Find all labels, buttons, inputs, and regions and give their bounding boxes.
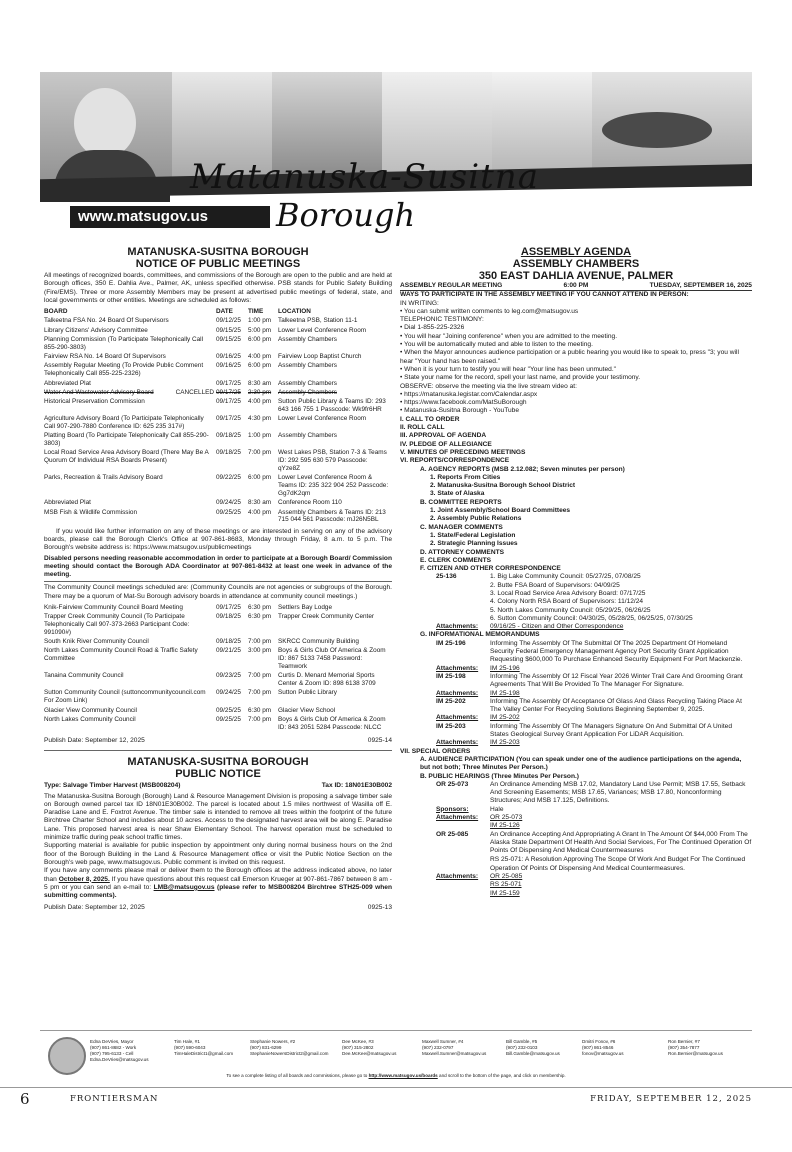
- table-cell: North Lakes Community Council: [44, 715, 136, 723]
- table-cell: Agriculture Advisory Board (To Participate Telephonically Call 907-290-7880 Conference ID: 625 235 317#): [44, 415, 204, 431]
- member-name: Tim Hale, #1: [174, 1039, 200, 1044]
- table-row: [44, 509, 392, 526]
- member-l3: TimHaleDistrict1@gmail.com: [174, 1051, 234, 1056]
- table-cell: Assembly Chambers: [278, 336, 337, 344]
- member-l3: Ron.Bernier@matsugov.us: [668, 1051, 723, 1056]
- clerk-comments: E. CLERK COMMENTS: [420, 556, 492, 564]
- table-cell: 09/17/25: [216, 379, 241, 387]
- memo-id: IM 25-202: [436, 697, 466, 705]
- assembly-member: [668, 1039, 758, 1057]
- table-cell: 6:30 pm: [248, 613, 272, 621]
- public-hearings: B. PUBLIC HEARINGS (Three Minutes Per Person.): [420, 772, 580, 780]
- table-cell: SKRCC Community Building: [278, 638, 359, 646]
- notice2-body3: If you have any comments please mail or deliver them to the Borough offices at the address indicated above, no later than October 8, 2025. If you have questions about this request call Emerson Krueger at 907-861-7867 between 8 am - 5 pm or you can send an e-mail to: LMB@matsugov.us (please refer to MSB008204 Birchtree STH25-009 when submitting comments).: [44, 867, 392, 900]
- notice1-title1: MATANUSKA-SUSITNA BOROUGH: [127, 246, 309, 258]
- col-board: BOARD: [44, 308, 68, 316]
- table-row: [44, 380, 392, 389]
- table-cell: Planning Commission (To Participate Telephonically Call 855-290-3803): [44, 336, 204, 351]
- table-row: [44, 638, 392, 647]
- memo-item: [400, 640, 752, 665]
- table-cell: MSB Fish & Wildlife Commission: [44, 508, 138, 516]
- sponsors-row: Sponsors: Hale: [436, 805, 504, 813]
- table-cell: Sutton Public Library & Teams ID: 293 643 166 755 1 Passcode: Wk9fr6HR: [278, 398, 386, 413]
- attachment-link[interactable]: IM 25-196: [490, 664, 520, 672]
- table-row: [44, 499, 392, 508]
- table-cell: 7:00 pm: [248, 638, 272, 646]
- ways-line: • You can submit written comments to leg.com@matsugov.us: [400, 307, 579, 315]
- table-cell: Abbreviated Plat: [44, 499, 91, 507]
- member-l4: Edna.DeVries@matsugov.us: [90, 1057, 149, 1062]
- attachment-link[interactable]: IM 25-159: [490, 889, 520, 897]
- member-l2: (907) 861-8682 - Work: [90, 1045, 137, 1050]
- table-cell: Talkeetna FSA No. 24 Board Of Supervisors: [44, 317, 169, 325]
- member-l2: (907) 315-2802: [342, 1045, 374, 1050]
- agenda-section: II. ROLL CALL: [400, 424, 445, 432]
- assembly-member: [582, 1039, 672, 1057]
- info-memos: G. INFORMATIONAL MEMORANDUMS: [420, 631, 540, 639]
- table-cell: Knik-Fairview Community Council Board Meeting: [44, 603, 183, 611]
- table-cell: 09/12/25: [216, 317, 241, 325]
- ways-line: • You will hear "Joining conference" when you are admitted to the meeting.: [400, 332, 618, 340]
- member-name: Stephanie Nowers, #2: [250, 1039, 296, 1044]
- table-cell: Glacier View School: [278, 706, 336, 714]
- ada-notice: Disabled persons needing reasonable accommodation in order to participate at a Borough Board/ Commission meeting should contact the Borough ADA Coordinator at 907-861-8432 at least one week in advance of the meeting.: [44, 554, 392, 579]
- memo-text: Informing The Assembly Of The Submittal Of The 2025 Department Of Homeland Security Federal Emergency Management Agency Port Security Grant Application Requesting $600,000 To Purchase Enhanced Security Equipment For Port Mackenzie.: [490, 639, 743, 664]
- table-cell: Assembly Chambers: [278, 388, 337, 396]
- ways-line: • You will be automatically muted and able to listen to the meeting.: [400, 341, 593, 349]
- correspondence-item: 25-136 1. Big Lake Community Council: 05/27/25, 07/08/25 2. Butte FSA Board of Supervisors: 04/09/25 3. Local Road Service Area Advisory Board: 07/17/25 4. Colony North RSA Board of Supervisors: 11/12/24 5. North Lakes Community Council: 05/29/25, 06/26/25 6. Sutton Community Council: 04/30/25, 05/28/25, 06/25/25, 07/30/25: [400, 573, 752, 623]
- agenda-subitem: 2. Strategic Planning Issues: [430, 540, 518, 548]
- table-cell: Assembly Regular Meeting (To Provide Public Comment Telephonically Call 855-225-2326): [44, 362, 204, 378]
- table-row: [44, 398, 392, 415]
- ways-line: • When the Mayor announces audience participation or a public hearing you would like to speak to, press "3; you will hear "Your hand has been raised.": [400, 349, 739, 365]
- table-cell: 7:00 pm: [248, 672, 272, 680]
- notice2-taxid: Tax ID: 18N01E30B002: [321, 782, 392, 790]
- member-l3: (907) 795-6133 - Cell: [90, 1051, 134, 1056]
- newspaper-name: FRONTIERSMAN: [70, 1094, 159, 1104]
- borough-seal-icon: [48, 1037, 86, 1075]
- ways-line: • https://matanuska.legistar.com/Calendar.aspx: [400, 390, 538, 398]
- assembly-footer: [40, 1030, 752, 1082]
- table-cell: Assembly Chambers: [278, 362, 337, 370]
- agency-reports: A. AGENCY REPORTS (MSB 2.12.082; Seven minutes per person): [420, 465, 625, 473]
- ways-line: TELEPHONIC TESTIMONY:: [400, 316, 484, 324]
- table-cell: Boys & Girls Club Of America & Zoom ID: 843 2051 5284 Passcode: NLCC: [278, 715, 386, 731]
- table-cell: Trapper Creek Community Council (To Participate Telephonically Call 907-373-2663 Participant Code: 991090#): [44, 613, 190, 636]
- left-column: [44, 246, 392, 913]
- email-link[interactable]: LMB@matsugov.us: [153, 883, 215, 891]
- table-cell: 09/25/25: [216, 715, 241, 723]
- page-number: 6: [20, 1090, 30, 1108]
- agenda-subitem: 1. Reports From Cities: [430, 473, 501, 481]
- member-name: Bill Gamble, #5: [506, 1039, 538, 1044]
- notice2-body1: The Matanuska-Susitna Borough (Borough) Land & Resource Management Division is proposing a salvage timber sale on Borough owned parcel tax ID 18N01E30B002. The parcel is located about 1.5 miles northwest of Wasilla off E. Paradise Lane and E. Foxtrot Avenue. The timber sale is intended to remove all trees within the footprint of the future Birchtree Charter School and includes about 10 acres. Access to the designated harvest area will be along E. Paradise Lane. This proposed harvest area is near Shaw Elementary School. The harvest operation must be scheduled to minimize traffic during peak school traffic times.: [44, 792, 392, 842]
- ways-line: • Dial 1-855-225-2326: [400, 324, 465, 332]
- correspondence-line: 6. Sutton Community Council: 04/30/25, 05/28/25, 06/25/25, 07/30/25: [490, 614, 693, 622]
- member-name: Ron Bernier, #7: [668, 1039, 700, 1044]
- attachment-label: Attachments:: [436, 739, 479, 747]
- notice2-title2: PUBLIC NOTICE: [175, 768, 261, 781]
- ways-list: [400, 300, 752, 416]
- masthead-banner: [40, 72, 752, 242]
- table-cell: 4:00 pm: [248, 508, 272, 516]
- attachment-link[interactable]: RS 25-071: [490, 881, 522, 889]
- table-cell: Library Citizens' Advisory Committee: [44, 326, 148, 334]
- memo-text: Informing The Assembly Of Acceptance Of Glass And Glass Recycling Taking Place At The Valley Center For Recycling Solutions Beginning September 9, 2025.: [490, 697, 742, 714]
- attachment-row: Attachments: OR 25-073 IM 25-126: [436, 814, 523, 830]
- table-cell: 7:00 pm: [248, 715, 272, 723]
- table-cell: 5:00 pm: [248, 326, 272, 334]
- memo-id: IM 25-196: [436, 639, 466, 647]
- table-cell: Assembly Chambers: [278, 432, 337, 440]
- borough-subtitle: Borough: [276, 196, 416, 234]
- table-cell: Lower Level Conference Room & Teams ID: 235 322 904 252 Passcode: Gg7dK2qm: [278, 474, 389, 497]
- member-l2: (907) 590-6043: [174, 1045, 206, 1050]
- member-name: Dmitri Fonov, #6: [582, 1039, 616, 1044]
- agenda-venue: ASSEMBLY CHAMBERS: [512, 258, 640, 270]
- ways-line: OBSERVE: observe the meeting via the live stream video at:: [400, 382, 577, 390]
- table-row: [44, 327, 392, 336]
- notice2-type: Type: Salvage Timber Harvest (MSB008204): [44, 782, 181, 790]
- table-cell: 6:00 pm: [248, 336, 272, 344]
- special-orders: VII. SPECIAL ORDERS: [400, 747, 471, 755]
- attachment-link[interactable]: IM 25-203: [490, 739, 520, 747]
- ways-line: • State your name for the record, spell your last name, and provide your testimony.: [400, 374, 641, 382]
- attachment-row: [400, 739, 752, 747]
- attachment-link[interactable]: IM 25-126: [490, 822, 520, 830]
- table-row: [44, 672, 392, 689]
- col-location: LOCATION: [278, 308, 311, 316]
- table-cell: 09/23/25: [216, 672, 241, 680]
- right-column: [400, 246, 752, 898]
- table-cell: Parks, Recreation & Trails Advisory Board: [44, 474, 163, 482]
- table-cell: 7:00 pm: [248, 689, 272, 697]
- memo-text: Informing The Assembly Of 12 Fiscal Year 2026 Winter Trail Care And Grooming Grant Agreements That Will Be Provided To The Manager For Signature.: [490, 672, 743, 689]
- agenda-section: V. MINUTES OF PRECEDING MEETINGS: [400, 448, 526, 456]
- memo-item: [400, 673, 752, 690]
- member-l2: (907) 232-0797: [422, 1045, 454, 1050]
- agenda-section: III. APPROVAL OF AGENDA: [400, 432, 487, 440]
- table-cell: Trapper Creek Community Center: [278, 613, 375, 621]
- table-cell: 6:30 pm: [248, 706, 272, 714]
- borough-title: Matanuska-Susitna: [190, 157, 539, 197]
- table-cell: Fairview RSA No. 14 Board Of Supervisors: [44, 353, 166, 361]
- divider: [44, 581, 392, 582]
- attachment-link[interactable]: IM 25-202: [490, 714, 520, 722]
- table-cell: 09/22/25: [216, 474, 241, 482]
- table-cell: 09/15/25: [216, 326, 241, 334]
- table-cell: South Knik River Community Council: [44, 638, 149, 646]
- table-cell: 2:30 pm: [248, 388, 272, 396]
- ways-line: • Matanuska-Susitna Borough - YouTube: [400, 407, 519, 415]
- notice1-title2: NOTICE OF PUBLIC MEETINGS: [135, 258, 301, 270]
- assembly-member: [250, 1039, 340, 1057]
- table-cell: 09/18/25: [216, 449, 241, 457]
- member-l2: (907) 354-7877: [668, 1045, 700, 1050]
- member-name: Dee McKee, #3: [342, 1039, 374, 1044]
- col-date: DATE: [216, 308, 233, 316]
- table-cell: 09/25/25: [216, 508, 241, 516]
- table-cell: 4:00 pm: [248, 398, 272, 406]
- table-cell: Sutton Community Council (suttoncommunitycouncil.com For Zoom Link): [44, 689, 206, 705]
- table-cell: 6:00 pm: [248, 474, 272, 482]
- table-row: [44, 353, 392, 362]
- ways-heading: WAYS TO PARTICIPATE IN THE ASSEMBLY MEETING IF YOU CANNOT ATTEND IN PERSON:: [400, 291, 689, 299]
- table-row: [44, 716, 392, 733]
- attachment-label: Attachments:: [436, 689, 479, 697]
- correspondence-line: 4. Colony North RSA Board of Supervisors: 11/12/24: [490, 598, 644, 606]
- table-cell: 09/17/25: [216, 398, 241, 406]
- member-l3: Dee.McKee@matsugov.us: [342, 1051, 397, 1056]
- attachment-row: [400, 665, 752, 673]
- member-l2: (907) 831-6299: [250, 1045, 282, 1050]
- correspondence-line: 5. North Lakes Community Council: 05/29/25, 06/26/25: [490, 606, 651, 614]
- table-cell: 09/15/25: [216, 336, 241, 344]
- attachment-label: Attachments:: [436, 664, 479, 672]
- assembly-member: [422, 1039, 512, 1057]
- publish-date: Publish Date: September 12, 2025: [44, 904, 145, 912]
- member-l2: (907) 861-8546: [582, 1045, 614, 1050]
- table-cell: 3:00 pm: [248, 647, 272, 655]
- agenda-section: I. CALL TO ORDER: [400, 415, 460, 423]
- member-l3: fonov@matsugov.us: [582, 1051, 624, 1056]
- table-row: [44, 474, 392, 499]
- publish-date: Publish Date: September 12, 2025: [44, 736, 145, 744]
- agenda-section: VI. REPORTS/CORRESPONDENCE: [400, 457, 510, 465]
- notice2-title1: MATANUSKA-SUSITNA BOROUGH: [127, 756, 309, 769]
- table-cell: 09/18/25: [216, 638, 241, 646]
- table-row: [44, 389, 392, 398]
- memo-text: Informing The Assembly Of The Managers Signature On And Submittal Of A United States Geological Survey Grant Application For LiDAR Acquisition.: [490, 722, 733, 739]
- member-name: Edna DeVries, Mayor: [90, 1039, 134, 1044]
- table-cell: 1:00 pm: [248, 317, 272, 325]
- table-cell: Conference Room 110: [278, 499, 342, 507]
- further-info: If you would like further information on any of these meetings or are interested in serving on any of the advisory boards, please call the Borough Clerk's Office at 907-861-8683, Monday through Friday, 8 a.m. to 5 p.m. The Borough's website address is: https://www.matsugov.us/publicmeetings: [44, 527, 392, 552]
- agenda-title: ASSEMBLY AGENDA: [520, 246, 632, 258]
- boards-note: To see a complete listing of all boards and commissions, please go to http://www.matsugov.us/boards and scroll to the bottom of the page, and click on membership.: [226, 1073, 566, 1078]
- table-cell: 09/17/25: [216, 388, 241, 396]
- table-cell: 8:30 am: [248, 499, 272, 507]
- notice2-publish: [44, 904, 392, 912]
- board-name: Water And Wastewater Advisory Board: [44, 388, 154, 396]
- agenda-subitem: 2. Assembly Public Relations: [430, 515, 522, 523]
- table-cell: 09/16/25: [216, 353, 241, 361]
- attachment-row: Attachments: OR 25-085 RS 25-071 IM 25-159: [436, 873, 523, 897]
- ordinance-item: OR 25-073 An Ordinance Amending MSB 17.02, Mandatory Land Use Permit; MSB 17.55, Setback And Screening Easements; MSB 17.65, Variances; MSB 17.80, Nonconforming Structures; And MSB 17.125, Definitions.: [436, 780, 746, 805]
- attachment-row: [400, 714, 752, 722]
- table-row: [44, 647, 392, 672]
- table-cell: Boys & Girls Club Of America & Zoom ID: 867 5133 7458 Password: Teamwork: [278, 647, 386, 671]
- memo-item: [400, 723, 752, 740]
- attachment-row: [400, 690, 752, 698]
- ways-line: • https://www.facebook.com/MatSuBorough: [400, 399, 527, 407]
- table-row: [44, 432, 392, 449]
- table-cell: 7:00 pm: [248, 449, 272, 457]
- table-cell: 4:00 pm: [248, 353, 272, 361]
- agenda-subitem: 1. State/Federal Legislation: [430, 531, 516, 539]
- table-cell: 8:30 am: [248, 379, 272, 387]
- table-cell: Glacier View Community Council: [44, 706, 137, 714]
- agenda-subitem: 1. Joint Assembly/School Board Committees: [430, 507, 571, 515]
- table-row: [44, 613, 392, 638]
- table-cell: 1:00 pm: [248, 432, 272, 440]
- notice1-intro: All meetings of recognized boards, committees, and commissions of the Borough are open to the public and are held at Borough offices, 350 E. Dahlia Ave., Palmer, AK, unless specified otherwise. PSB stands for Public Safety Building (Fire/EMS). Three or more Assembly Members may be present at advertised public meetings of federal, state, and local governments or other entities. Meetings are scheduled as follows:: [44, 272, 392, 304]
- table-cell: Talkeetna PSB, Station 11-1: [278, 317, 358, 325]
- attachment-link[interactable]: OR 25-085: [490, 873, 523, 881]
- agenda-subitem: 2. Matanuska-Susitna Borough School District: [430, 482, 576, 490]
- notice1-publish: [44, 737, 392, 745]
- ways-line: IN WRITING:: [400, 299, 439, 307]
- table-row: [44, 707, 392, 716]
- table-cell: 6:30 pm: [248, 603, 272, 611]
- table-cell: 09/16/25: [216, 362, 241, 370]
- agenda-subitem: 3. State of Alaska: [430, 490, 485, 498]
- assembly-member: [342, 1039, 432, 1057]
- correspondence-line: 1. Big Lake Community Council: 05/27/25, 07/08/25: [490, 573, 641, 581]
- table-cell: Fairview Loop Baptist Church: [278, 353, 362, 361]
- table-cell: Lower Level Conference Room: [278, 415, 367, 423]
- committee-reports: B. COMMITTEE REPORTS: [420, 498, 502, 506]
- ordinance-item: OR 25-085 An Ordinance Accepting And Appropriating A Grant In The Amount Of $44,000 From The Alaska State Department Of Health And Social Services, For The Continued Operation Of Points Of Dispensing And Medical Countermeasures RS 25-071: A Resolution Approving The Scope Of Work And Budget For The Continued Operation Of Points Of Dispensing And Medical Countermeasures.: [436, 830, 752, 872]
- attachment-link[interactable]: OR 25-073: [490, 814, 523, 821]
- table-cell: Settlers Bay Lodge: [278, 603, 332, 611]
- table-cell: Sutton Public Library: [278, 689, 337, 697]
- meetings-table: [44, 308, 392, 525]
- table-cell: 09/24/25: [216, 499, 241, 507]
- table-row: [44, 689, 392, 706]
- agenda-address: 350 EAST DAHLIA AVENUE, PALMER: [478, 270, 674, 282]
- member-l3: StephanieNowersDistrict2@gmail.com: [250, 1051, 329, 1056]
- table-cell: 4:30 pm: [248, 415, 272, 423]
- table-cell: 6:00 pm: [248, 362, 272, 370]
- member-name: Maxwell Sumner, #4: [422, 1039, 464, 1044]
- table-cell: [44, 389, 216, 398]
- agenda-section: IV. PLEDGE OF ALLEGIANCE: [400, 440, 492, 448]
- attachment-link[interactable]: IM 25-198: [490, 689, 520, 697]
- table-row: [44, 604, 392, 613]
- table-cell: Local Road Service Area Advisory Board (There May Be A Quorum Of Individual RSA Boards Present): [44, 449, 209, 465]
- correspondence-line: 2. Butte FSA Board of Supervisors: 04/09/25: [490, 581, 620, 589]
- citizen-correspondence: F. CITIZEN AND OTHER CORRESPONDENCE: [420, 565, 561, 573]
- ways-line: • When it is your turn to testify you will hear "Your line has been unmuted.": [400, 365, 617, 373]
- table-cell: 09/24/25: [216, 689, 241, 697]
- table-row: [44, 336, 392, 353]
- table-row: [44, 362, 392, 379]
- member-l2: (907) 232-0103: [506, 1045, 538, 1050]
- table-cell: Abbreviated Plat: [44, 379, 91, 387]
- boards-link[interactable]: http://www.matsugov.us/boards: [368, 1073, 438, 1078]
- cc-intro: The Community Council meetings scheduled are: (Community Councils are not agencies or subgroups of the Borough. There may be a quorum of Mat-Su Borough advisory boards in attendance at community council meetings.): [44, 584, 392, 600]
- table-cell: 09/21/25: [216, 647, 241, 655]
- table-row: [44, 317, 392, 326]
- table-row: [44, 449, 392, 474]
- agenda-sections: [400, 416, 752, 466]
- meeting-line: ASSEMBLY REGULAR MEETING 6:00 PM TUESDAY, SEPTEMBER 16, 2025: [400, 282, 752, 291]
- table-cell: 09/18/25: [216, 613, 241, 621]
- community-council-table: [44, 604, 392, 733]
- attachment-link[interactable]: 09/16/25 - Citizen and Other Correspondence: [490, 623, 624, 631]
- attachment-row: Attachments: 09/16/25 - Citizen and Other Correspondence: [436, 623, 624, 631]
- notice-code: 0925-13: [367, 904, 392, 912]
- attachment-label: Attachments:: [436, 714, 479, 722]
- table-cell: 09/17/25: [216, 603, 241, 611]
- table-cell: Platting Board (To Participate Telephonically Call 855-290-3803): [44, 432, 209, 448]
- table-cell: West Lakes PSB, Station 7-3 & Teams ID: 292 595 630 579 Passcode: qYze8Z: [278, 449, 387, 473]
- memo-id: IM 25-203: [436, 722, 466, 730]
- table-cell: Assembly Chambers: [278, 379, 337, 387]
- assembly-member: [90, 1039, 180, 1063]
- table-cell: Lower Level Conference Room: [278, 326, 367, 334]
- table-cell: Historical Preservation Commission: [44, 398, 145, 406]
- cancelled-label: CANCELLED: [175, 388, 214, 396]
- divider: [44, 750, 392, 751]
- website-link[interactable]: www.matsugov.us: [70, 206, 270, 228]
- manager-comments: C. MANAGER COMMENTS: [420, 523, 503, 531]
- issue-date: FRIDAY, SEPTEMBER 12, 2025: [590, 1094, 752, 1104]
- table-cell: 09/17/25: [216, 415, 241, 423]
- member-l3: Maxwell.Sumner@matsugov.us: [422, 1051, 487, 1056]
- memo-id: IM 25-198: [436, 672, 466, 680]
- table-cell: Assembly Chambers & Teams ID: 213 715 044 561 Passcode: mJ26N5BL: [278, 508, 386, 524]
- member-l3: Bill.Gamble@matsugov.us: [506, 1051, 560, 1056]
- table-cell: 09/18/25: [216, 432, 241, 440]
- memo-item: [400, 698, 752, 715]
- table-row: [44, 415, 392, 432]
- notice-code: 0925-14: [367, 736, 392, 744]
- table-cell: North Lakes Community Council Road & Traffic Safety Committee: [44, 647, 198, 663]
- audience-participation: A. AUDIENCE PARTICIPATION (You can speak under one of the audience participations on the agenda, but not both; Three Minutes Per Person.): [420, 755, 742, 772]
- notice2-body2: Supporting material is available for public inspection by appointment only during normal business hours on the 2nd floor of the Borough Building in the Land & Resource Management office or visit the Public Notice Section on the Borough's web page, www.matsugov.us. Public comment is invited on this request.: [44, 842, 392, 866]
- notice2-type-row: [44, 782, 392, 790]
- table-cell: Tanaina Community Council: [44, 672, 124, 680]
- comment-deadline: October 8, 2025.: [58, 875, 110, 883]
- table-cell: Curtis D. Menard Memorial Sports Center & Zoom ID: 898 6138 3709: [278, 672, 376, 688]
- attorney-comments: D. ATTORNEY COMMENTS: [420, 548, 505, 556]
- table-cell: 09/25/25: [216, 706, 241, 714]
- correspondence-line: 3. Local Road Service Area Advisory Board: 07/17/25: [490, 589, 646, 597]
- col-time: TIME: [248, 308, 264, 316]
